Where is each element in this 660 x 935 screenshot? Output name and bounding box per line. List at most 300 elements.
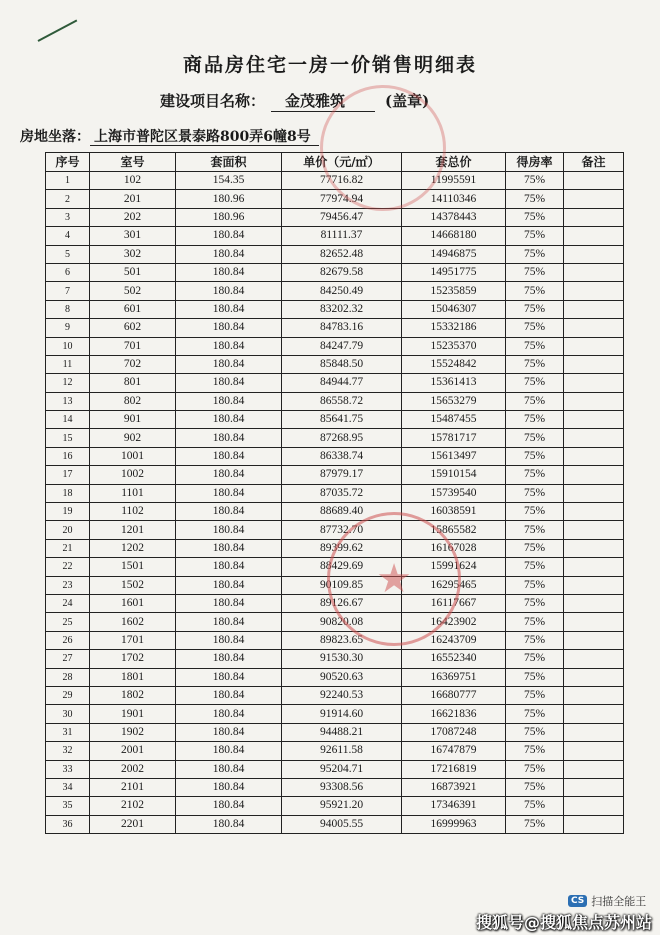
cell-no: 10 <box>46 337 90 355</box>
cell-room: 2002 <box>90 760 176 778</box>
cell-no: 12 <box>46 374 90 392</box>
cell-area: 180.84 <box>176 245 282 263</box>
cell-total-price: 16423902 <box>402 613 506 631</box>
cell-efficiency: 75% <box>506 594 564 612</box>
cell-total-price: 14110346 <box>402 190 506 208</box>
table-row <box>46 484 624 502</box>
cell-efficiency: 75% <box>506 705 564 723</box>
cell-no: 31 <box>46 723 90 741</box>
cell-efficiency: 75% <box>506 374 564 392</box>
cell-efficiency: 75% <box>506 797 564 815</box>
cell-remark <box>564 374 624 392</box>
cell-unit-price: 94005.55 <box>282 815 402 833</box>
cell-efficiency: 75% <box>506 392 564 410</box>
cell-unit-price: 89126.67 <box>282 594 402 612</box>
cell-area: 180.84 <box>176 429 282 447</box>
cell-area: 180.84 <box>176 466 282 484</box>
cell-remark <box>564 778 624 796</box>
cell-unit-price: 87979.17 <box>282 466 402 484</box>
cell-area: 180.84 <box>176 263 282 281</box>
cell-unit-price: 91530.30 <box>282 650 402 668</box>
cell-efficiency: 75% <box>506 447 564 465</box>
cell-total-price: 14951775 <box>402 263 506 281</box>
cell-total-price: 16369751 <box>402 668 506 686</box>
cell-remark <box>564 594 624 612</box>
cell-area: 180.84 <box>176 613 282 631</box>
cell-efficiency: 75% <box>506 411 564 429</box>
cell-area: 180.84 <box>176 742 282 760</box>
cell-room: 802 <box>90 392 176 410</box>
cell-no: 15 <box>46 429 90 447</box>
cell-room: 1201 <box>90 521 176 539</box>
table-row <box>46 594 624 612</box>
table-row <box>46 576 624 594</box>
cell-total-price: 16552340 <box>402 650 506 668</box>
cell-area: 180.84 <box>176 705 282 723</box>
cell-total-price: 14946875 <box>402 245 506 263</box>
cell-efficiency: 75% <box>506 319 564 337</box>
cell-area: 180.84 <box>176 282 282 300</box>
cell-unit-price: 90820.08 <box>282 613 402 631</box>
cell-no: 35 <box>46 797 90 815</box>
cell-remark <box>564 208 624 226</box>
cell-area: 180.84 <box>176 650 282 668</box>
table-row <box>46 815 624 833</box>
cell-no: 22 <box>46 558 90 576</box>
cell-no: 23 <box>46 576 90 594</box>
table-row <box>46 503 624 521</box>
cell-efficiency: 75% <box>506 300 564 318</box>
cell-total-price: 15361413 <box>402 374 506 392</box>
table-row <box>46 723 624 741</box>
cell-total-price: 15865582 <box>402 521 506 539</box>
cell-unit-price: 87732.70 <box>282 521 402 539</box>
scan-app-badge <box>568 893 646 909</box>
cell-area: 180.96 <box>176 190 282 208</box>
cell-room: 1701 <box>90 631 176 649</box>
cell-efficiency: 75% <box>506 190 564 208</box>
table-row <box>46 282 624 300</box>
cell-remark <box>564 705 624 723</box>
cell-no: 4 <box>46 227 90 245</box>
cell-remark <box>564 484 624 502</box>
address-value: 上海市普陀区景泰路800弄6幢8号 <box>90 129 319 146</box>
cell-total-price: 16873921 <box>402 778 506 796</box>
table-row <box>46 208 624 226</box>
cell-unit-price: 77974.94 <box>282 190 402 208</box>
cell-total-price: 17087248 <box>402 723 506 741</box>
table-row <box>46 190 624 208</box>
table-row <box>46 778 624 796</box>
cell-total-price: 15613497 <box>402 447 506 465</box>
cell-no: 8 <box>46 300 90 318</box>
cell-no: 28 <box>46 668 90 686</box>
cell-unit-price: 82652.48 <box>282 245 402 263</box>
cell-room: 301 <box>90 227 176 245</box>
header-area: 套面积 <box>176 153 282 172</box>
cell-area: 180.84 <box>176 447 282 465</box>
cell-total-price: 16117667 <box>402 594 506 612</box>
cell-efficiency: 75% <box>506 668 564 686</box>
cell-no: 1 <box>46 172 90 190</box>
cell-unit-price: 84944.77 <box>282 374 402 392</box>
cell-unit-price: 93308.56 <box>282 778 402 796</box>
cell-area: 180.84 <box>176 760 282 778</box>
cell-remark <box>564 245 624 263</box>
cell-unit-price: 92611.58 <box>282 742 402 760</box>
cell-room: 702 <box>90 355 176 373</box>
cell-area: 180.84 <box>176 576 282 594</box>
cell-no: 11 <box>46 355 90 373</box>
cell-remark <box>564 539 624 557</box>
table-row <box>46 742 624 760</box>
cell-room: 1102 <box>90 503 176 521</box>
cell-unit-price: 81111.37 <box>282 227 402 245</box>
cell-no: 19 <box>46 503 90 521</box>
cell-total-price: 16621836 <box>402 705 506 723</box>
cell-no: 27 <box>46 650 90 668</box>
table-header-row <box>46 153 624 172</box>
cell-total-price: 11995591 <box>402 172 506 190</box>
cell-unit-price: 87268.95 <box>282 429 402 447</box>
cell-area: 154.35 <box>176 172 282 190</box>
cell-unit-price: 88429.69 <box>282 558 402 576</box>
table-row <box>46 797 624 815</box>
cell-unit-price: 90520.63 <box>282 668 402 686</box>
cell-area: 180.84 <box>176 539 282 557</box>
cell-remark <box>564 447 624 465</box>
cell-area: 180.84 <box>176 374 282 392</box>
table-row <box>46 429 624 447</box>
header-efficiency: 得房率 <box>506 153 564 172</box>
cell-total-price: 16680777 <box>402 686 506 704</box>
cell-no: 17 <box>46 466 90 484</box>
cell-total-price: 16243709 <box>402 631 506 649</box>
cell-remark <box>564 190 624 208</box>
cell-efficiency: 75% <box>506 778 564 796</box>
cell-total-price: 15235859 <box>402 282 506 300</box>
cell-unit-price: 85848.50 <box>282 355 402 373</box>
table-row <box>46 300 624 318</box>
table-body <box>46 172 624 834</box>
cell-area: 180.84 <box>176 392 282 410</box>
cell-efficiency: 75% <box>506 282 564 300</box>
cell-no: 34 <box>46 778 90 796</box>
address-label: 房地坐落： <box>20 129 90 145</box>
cell-unit-price: 89399.62 <box>282 539 402 557</box>
cell-room: 501 <box>90 263 176 281</box>
cell-room: 601 <box>90 300 176 318</box>
cell-efficiency: 75% <box>506 539 564 557</box>
cell-room: 1901 <box>90 705 176 723</box>
cell-total-price: 17216819 <box>402 760 506 778</box>
table-row <box>46 319 624 337</box>
cell-unit-price: 91914.60 <box>282 705 402 723</box>
cell-remark <box>564 576 624 594</box>
cell-area: 180.84 <box>176 521 282 539</box>
cell-total-price: 16295465 <box>402 576 506 594</box>
cell-remark <box>564 631 624 649</box>
cell-total-price: 15332186 <box>402 319 506 337</box>
cell-unit-price: 90109.85 <box>282 576 402 594</box>
cell-remark <box>564 282 624 300</box>
cell-total-price: 15781717 <box>402 429 506 447</box>
cell-remark <box>564 760 624 778</box>
scan-app-name: 扫描全能王 <box>591 895 647 908</box>
cell-total-price: 15046307 <box>402 300 506 318</box>
cell-remark <box>564 686 624 704</box>
table-row <box>46 172 624 190</box>
address-line <box>20 126 319 146</box>
cell-remark <box>564 742 624 760</box>
cell-no: 7 <box>46 282 90 300</box>
cell-room: 701 <box>90 337 176 355</box>
document-title: 商品房住宅一房一价销售明细表 <box>182 54 477 76</box>
cell-remark <box>564 613 624 631</box>
cell-room: 602 <box>90 319 176 337</box>
cell-area: 180.84 <box>176 558 282 576</box>
cell-no: 13 <box>46 392 90 410</box>
cell-room: 1001 <box>90 447 176 465</box>
cell-no: 5 <box>46 245 90 263</box>
cell-area: 180.84 <box>176 723 282 741</box>
table-row <box>46 392 624 410</box>
cell-remark <box>564 172 624 190</box>
table-row <box>46 650 624 668</box>
header-no: 序号 <box>46 153 90 172</box>
cell-remark <box>564 392 624 410</box>
cell-no: 14 <box>46 411 90 429</box>
cell-unit-price: 86338.74 <box>282 447 402 465</box>
cell-no: 33 <box>46 760 90 778</box>
cell-unit-price: 84783.16 <box>282 319 402 337</box>
price-table <box>45 152 624 834</box>
cell-total-price: 16038591 <box>402 503 506 521</box>
table-row <box>46 466 624 484</box>
cell-remark <box>564 319 624 337</box>
cell-room: 901 <box>90 411 176 429</box>
cell-total-price: 15524842 <box>402 355 506 373</box>
cell-no: 30 <box>46 705 90 723</box>
cell-no: 36 <box>46 815 90 833</box>
table-row <box>46 631 624 649</box>
cell-total-price: 14668180 <box>402 227 506 245</box>
cell-room: 2101 <box>90 778 176 796</box>
cell-efficiency: 75% <box>506 760 564 778</box>
cell-remark <box>564 521 624 539</box>
pen-mark <box>38 19 78 41</box>
cell-efficiency: 75% <box>506 742 564 760</box>
cell-remark <box>564 411 624 429</box>
cell-remark <box>564 263 624 281</box>
cell-remark <box>564 300 624 318</box>
cell-no: 29 <box>46 686 90 704</box>
cell-area: 180.84 <box>176 319 282 337</box>
cell-no: 16 <box>46 447 90 465</box>
cell-area: 180.84 <box>176 797 282 815</box>
cell-room: 801 <box>90 374 176 392</box>
header-unit-price: 单价（元/㎡） <box>282 153 402 172</box>
cell-efficiency: 75% <box>506 227 564 245</box>
cell-total-price: 16747879 <box>402 742 506 760</box>
cell-room: 1801 <box>90 668 176 686</box>
header-room: 室号 <box>90 153 176 172</box>
cell-remark <box>564 650 624 668</box>
cell-room: 102 <box>90 172 176 190</box>
cell-area: 180.84 <box>176 594 282 612</box>
cell-area: 180.84 <box>176 227 282 245</box>
cell-no: 21 <box>46 539 90 557</box>
cell-room: 2102 <box>90 797 176 815</box>
cell-no: 2 <box>46 190 90 208</box>
table-row <box>46 705 624 723</box>
cell-no: 24 <box>46 594 90 612</box>
cell-remark <box>564 355 624 373</box>
cell-room: 1002 <box>90 466 176 484</box>
table-row <box>46 245 624 263</box>
cell-room: 2001 <box>90 742 176 760</box>
project-line <box>160 90 429 112</box>
cell-unit-price: 88689.40 <box>282 503 402 521</box>
cell-total-price: 15991624 <box>402 558 506 576</box>
cell-total-price: 15487455 <box>402 411 506 429</box>
cell-efficiency: 75% <box>506 815 564 833</box>
table-row <box>46 227 624 245</box>
table-row <box>46 760 624 778</box>
cell-room: 1501 <box>90 558 176 576</box>
cell-unit-price: 87035.72 <box>282 484 402 502</box>
cell-area: 180.84 <box>176 503 282 521</box>
table-row <box>46 411 624 429</box>
table-row <box>46 539 624 557</box>
cell-remark <box>564 503 624 521</box>
cell-no: 32 <box>46 742 90 760</box>
cell-efficiency: 75% <box>506 337 564 355</box>
cell-room: 1802 <box>90 686 176 704</box>
cell-efficiency: 75% <box>506 558 564 576</box>
cell-area: 180.84 <box>176 355 282 373</box>
cell-area: 180.84 <box>176 815 282 833</box>
project-name: 金茂雅筑 <box>271 90 375 112</box>
cell-no: 9 <box>46 319 90 337</box>
cell-efficiency: 75% <box>506 503 564 521</box>
cell-unit-price: 79456.47 <box>282 208 402 226</box>
cell-room: 302 <box>90 245 176 263</box>
table-row <box>46 337 624 355</box>
cell-efficiency: 75% <box>506 245 564 263</box>
cell-unit-price: 94488.21 <box>282 723 402 741</box>
cell-remark <box>564 723 624 741</box>
cell-total-price: 15235370 <box>402 337 506 355</box>
cell-unit-price: 82679.58 <box>282 263 402 281</box>
cell-room: 1602 <box>90 613 176 631</box>
seal-label: (盖章) <box>385 92 430 110</box>
cell-room: 902 <box>90 429 176 447</box>
table-row <box>46 613 624 631</box>
cell-remark <box>564 797 624 815</box>
table-row <box>46 668 624 686</box>
source-watermark: 搜狐号@搜狐焦点苏州站 <box>476 913 653 932</box>
cell-total-price: 15653279 <box>402 392 506 410</box>
cell-remark <box>564 227 624 245</box>
cell-room: 1902 <box>90 723 176 741</box>
cell-total-price: 15910154 <box>402 466 506 484</box>
cell-efficiency: 75% <box>506 208 564 226</box>
table-row <box>46 521 624 539</box>
project-label: 建设项目名称： <box>160 92 266 110</box>
header-total-price: 套总价 <box>402 153 506 172</box>
cell-no: 6 <box>46 263 90 281</box>
cell-efficiency: 75% <box>506 613 564 631</box>
cell-total-price: 16999963 <box>402 815 506 833</box>
cell-no: 20 <box>46 521 90 539</box>
cell-total-price: 16167028 <box>402 539 506 557</box>
cell-efficiency: 75% <box>506 429 564 447</box>
cell-room: 1601 <box>90 594 176 612</box>
table-row <box>46 374 624 392</box>
cell-total-price: 17346391 <box>402 797 506 815</box>
cell-efficiency: 75% <box>506 686 564 704</box>
cell-efficiency: 75% <box>506 466 564 484</box>
cell-area: 180.96 <box>176 208 282 226</box>
cell-area: 180.84 <box>176 300 282 318</box>
cell-area: 180.84 <box>176 337 282 355</box>
cell-area: 180.84 <box>176 631 282 649</box>
cell-unit-price: 77716.82 <box>282 172 402 190</box>
cell-remark <box>564 429 624 447</box>
cell-no: 26 <box>46 631 90 649</box>
cell-efficiency: 75% <box>506 576 564 594</box>
cell-unit-price: 92240.53 <box>282 686 402 704</box>
cell-unit-price: 84250.49 <box>282 282 402 300</box>
cell-area: 180.84 <box>176 778 282 796</box>
cell-room: 201 <box>90 190 176 208</box>
cell-efficiency: 75% <box>506 263 564 281</box>
cell-efficiency: 75% <box>506 650 564 668</box>
cell-room: 1702 <box>90 650 176 668</box>
cell-unit-price: 86558.72 <box>282 392 402 410</box>
cell-area: 180.84 <box>176 411 282 429</box>
cell-remark <box>564 337 624 355</box>
cell-total-price: 15739540 <box>402 484 506 502</box>
cell-efficiency: 75% <box>506 172 564 190</box>
cell-area: 180.84 <box>176 484 282 502</box>
cell-room: 2201 <box>90 815 176 833</box>
cell-unit-price: 83202.32 <box>282 300 402 318</box>
cell-unit-price: 89823.65 <box>282 631 402 649</box>
cell-efficiency: 75% <box>506 723 564 741</box>
table-row <box>46 263 624 281</box>
scan-app-icon: CS <box>568 895 587 907</box>
table-row <box>46 686 624 704</box>
cell-area: 180.84 <box>176 686 282 704</box>
cell-no: 3 <box>46 208 90 226</box>
cell-remark <box>564 466 624 484</box>
table-row <box>46 355 624 373</box>
cell-room: 502 <box>90 282 176 300</box>
cell-remark <box>564 815 624 833</box>
cell-unit-price: 85641.75 <box>282 411 402 429</box>
cell-no: 18 <box>46 484 90 502</box>
cell-efficiency: 75% <box>506 631 564 649</box>
header-remark: 备注 <box>564 153 624 172</box>
cell-unit-price: 95921.20 <box>282 797 402 815</box>
cell-remark <box>564 668 624 686</box>
cell-total-price: 14378443 <box>402 208 506 226</box>
cell-room: 202 <box>90 208 176 226</box>
cell-efficiency: 75% <box>506 484 564 502</box>
cell-efficiency: 75% <box>506 521 564 539</box>
